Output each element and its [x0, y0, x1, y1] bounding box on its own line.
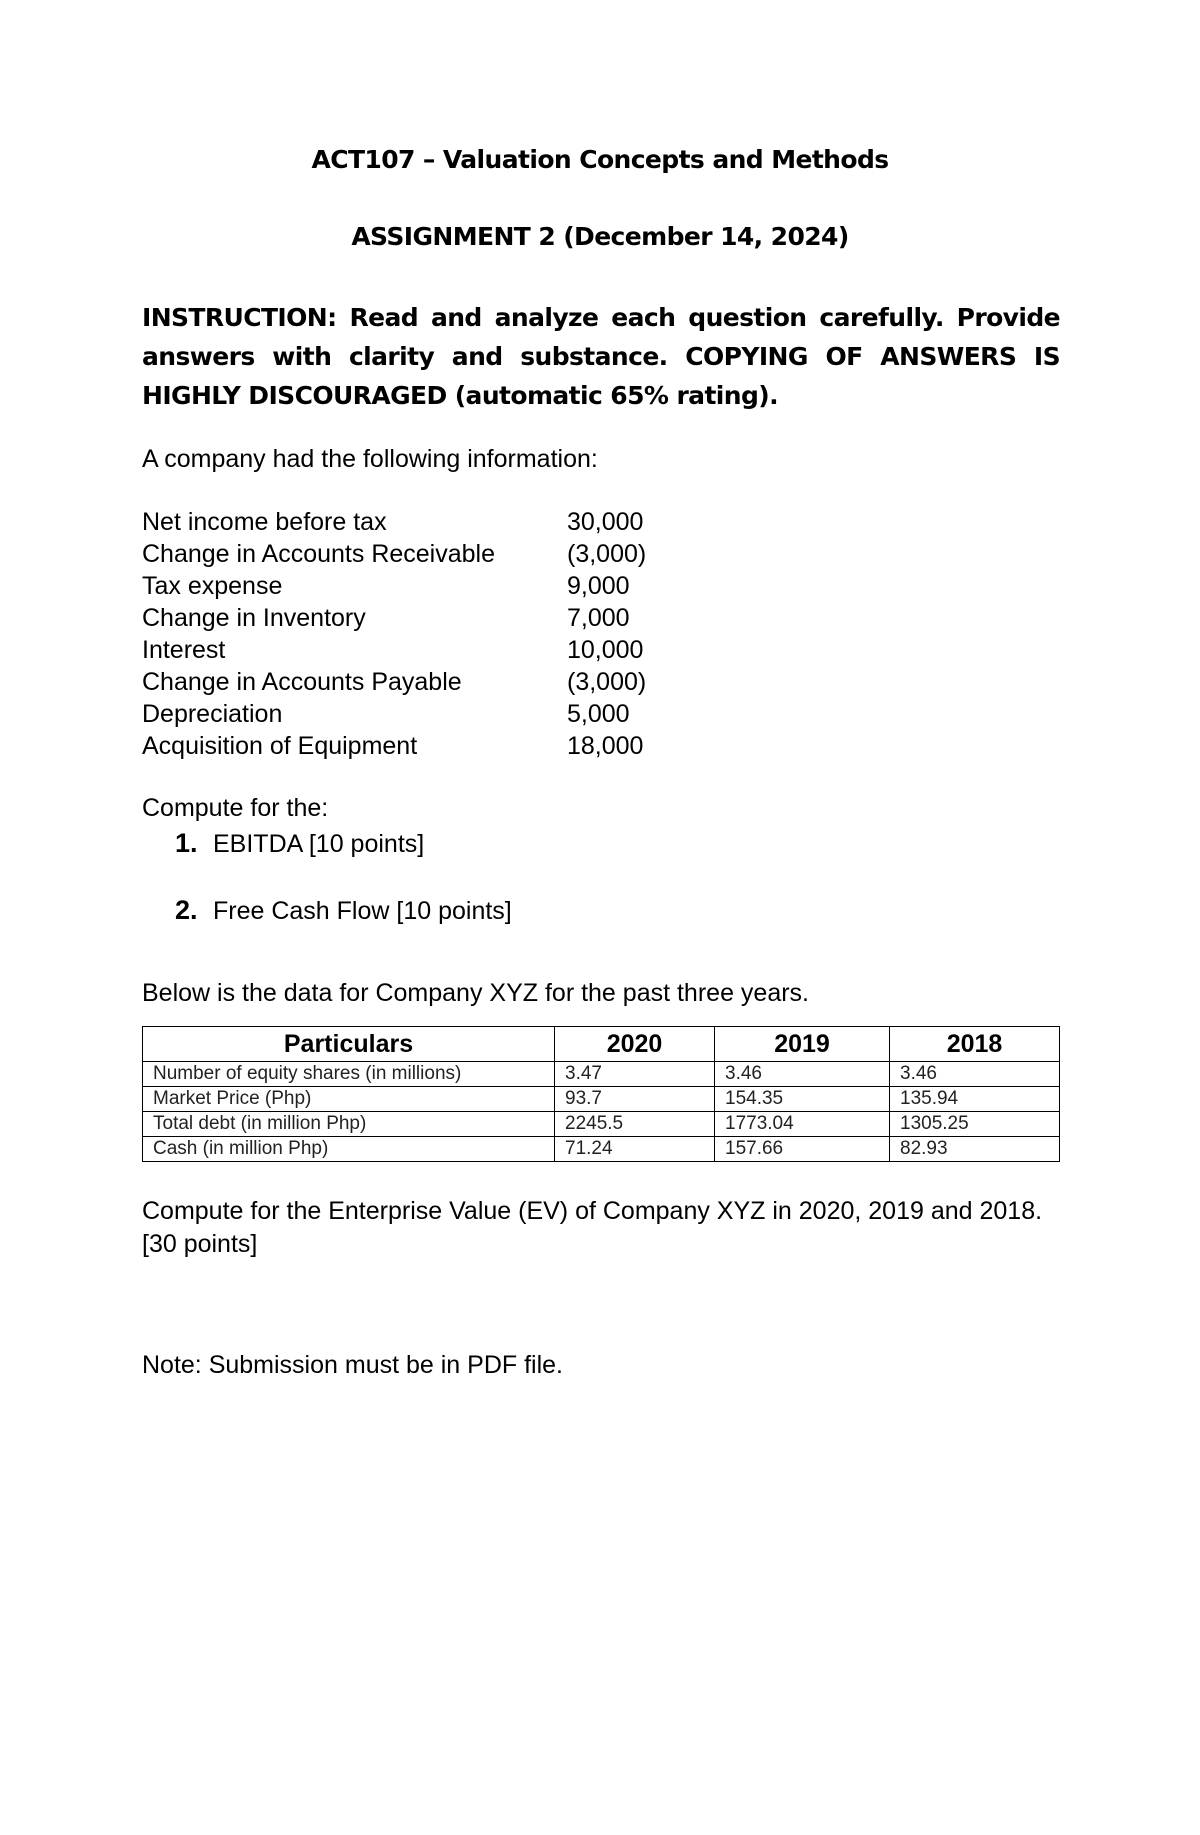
item-value: 9,000: [567, 572, 630, 600]
item-label: Change in Accounts Receivable: [142, 540, 496, 568]
item-value: (3,000): [567, 540, 647, 568]
table-cell: Number of equity shares (in millions): [143, 1062, 555, 1087]
instruction-paragraph: INSTRUCTION: Read and analyze each question carefully. Provide answers with clarity and substance. COPYING OF ANSWERS IS HIGHLY DISCOURAGED (automatic 65% rating).: [142, 303, 1060, 410]
item-label: Tax expense: [142, 572, 283, 600]
table-header-row: [143, 1027, 1060, 1062]
company-data-table: [142, 1026, 1060, 1162]
list-item: [142, 602, 646, 634]
table-cell: 3.46: [890, 1062, 1060, 1087]
column-header: Particulars: [143, 1027, 555, 1062]
table-cell: Market Price (Php): [143, 1087, 555, 1112]
financial-info-list: [142, 506, 646, 762]
item-label: Change in Accounts Payable: [142, 668, 462, 696]
table-row: [143, 1137, 1060, 1162]
column-header: 2018: [890, 1027, 1060, 1062]
list-item: [142, 698, 646, 730]
table-cell: 3.46: [715, 1062, 890, 1087]
item-value: 5,000: [567, 700, 630, 728]
problem1-intro: A company had the following information:: [142, 445, 598, 473]
item-label: Interest: [142, 636, 226, 664]
item-label: Depreciation: [142, 700, 283, 728]
question-item: [175, 895, 512, 926]
table-row: [143, 1087, 1060, 1112]
item-value: 10,000: [567, 636, 644, 664]
table-cell: Cash (in million Php): [143, 1137, 555, 1162]
table-cell: 1305.25: [890, 1112, 1060, 1137]
enterprise-value-question: Compute for the Enterprise Value (EV) of Company XYZ in 2020, 2019 and 2018. [30 points]: [142, 1197, 1043, 1258]
question-item: [175, 828, 424, 859]
table-cell: 1773.04: [715, 1112, 890, 1137]
table-row: [143, 1112, 1060, 1137]
item-value: 30,000: [567, 508, 644, 536]
column-header: 2019: [715, 1027, 890, 1062]
table-cell: 82.93: [890, 1137, 1060, 1162]
question-text: EBITDA [10 points]: [213, 830, 425, 858]
question-text: Free Cash Flow [10 points]: [213, 897, 512, 925]
item-label: Change in Inventory: [142, 604, 366, 632]
table-cell: 154.35: [715, 1087, 890, 1112]
list-item: [142, 634, 646, 666]
assignment-title: ASSIGNMENT 2 (December 14, 2024): [351, 222, 849, 251]
table-cell: Total debt (in million Php): [143, 1112, 555, 1137]
item-value: (3,000): [567, 668, 647, 696]
list-item: [142, 538, 646, 570]
table-cell: 3.47: [555, 1062, 715, 1087]
item-label: Acquisition of Equipment: [142, 732, 418, 760]
table-cell: 157.66: [715, 1137, 890, 1162]
course-title: ACT107 – Valuation Concepts and Methods: [311, 145, 889, 174]
compute-intro: Compute for the:: [142, 794, 329, 822]
question-number: 2.: [175, 895, 198, 925]
table-cell: 71.24: [555, 1137, 715, 1162]
list-item: [142, 506, 646, 538]
item-value: 18,000: [567, 732, 644, 760]
problem2-intro: Below is the data for Company XYZ for the past three years.: [142, 979, 809, 1007]
item-label: Net income before tax: [142, 508, 387, 536]
question-number: 1.: [175, 828, 198, 858]
column-header: 2020: [555, 1027, 715, 1062]
submission-note: Note: Submission must be in PDF file.: [142, 1351, 563, 1379]
table-cell: 93.7: [555, 1087, 715, 1112]
list-item: [142, 570, 646, 602]
table-row: [143, 1062, 1060, 1087]
list-item: [142, 730, 646, 762]
list-item: [142, 666, 646, 698]
table-cell: 2245.5: [555, 1112, 715, 1137]
table-cell: 135.94: [890, 1087, 1060, 1112]
item-value: 7,000: [567, 604, 630, 632]
